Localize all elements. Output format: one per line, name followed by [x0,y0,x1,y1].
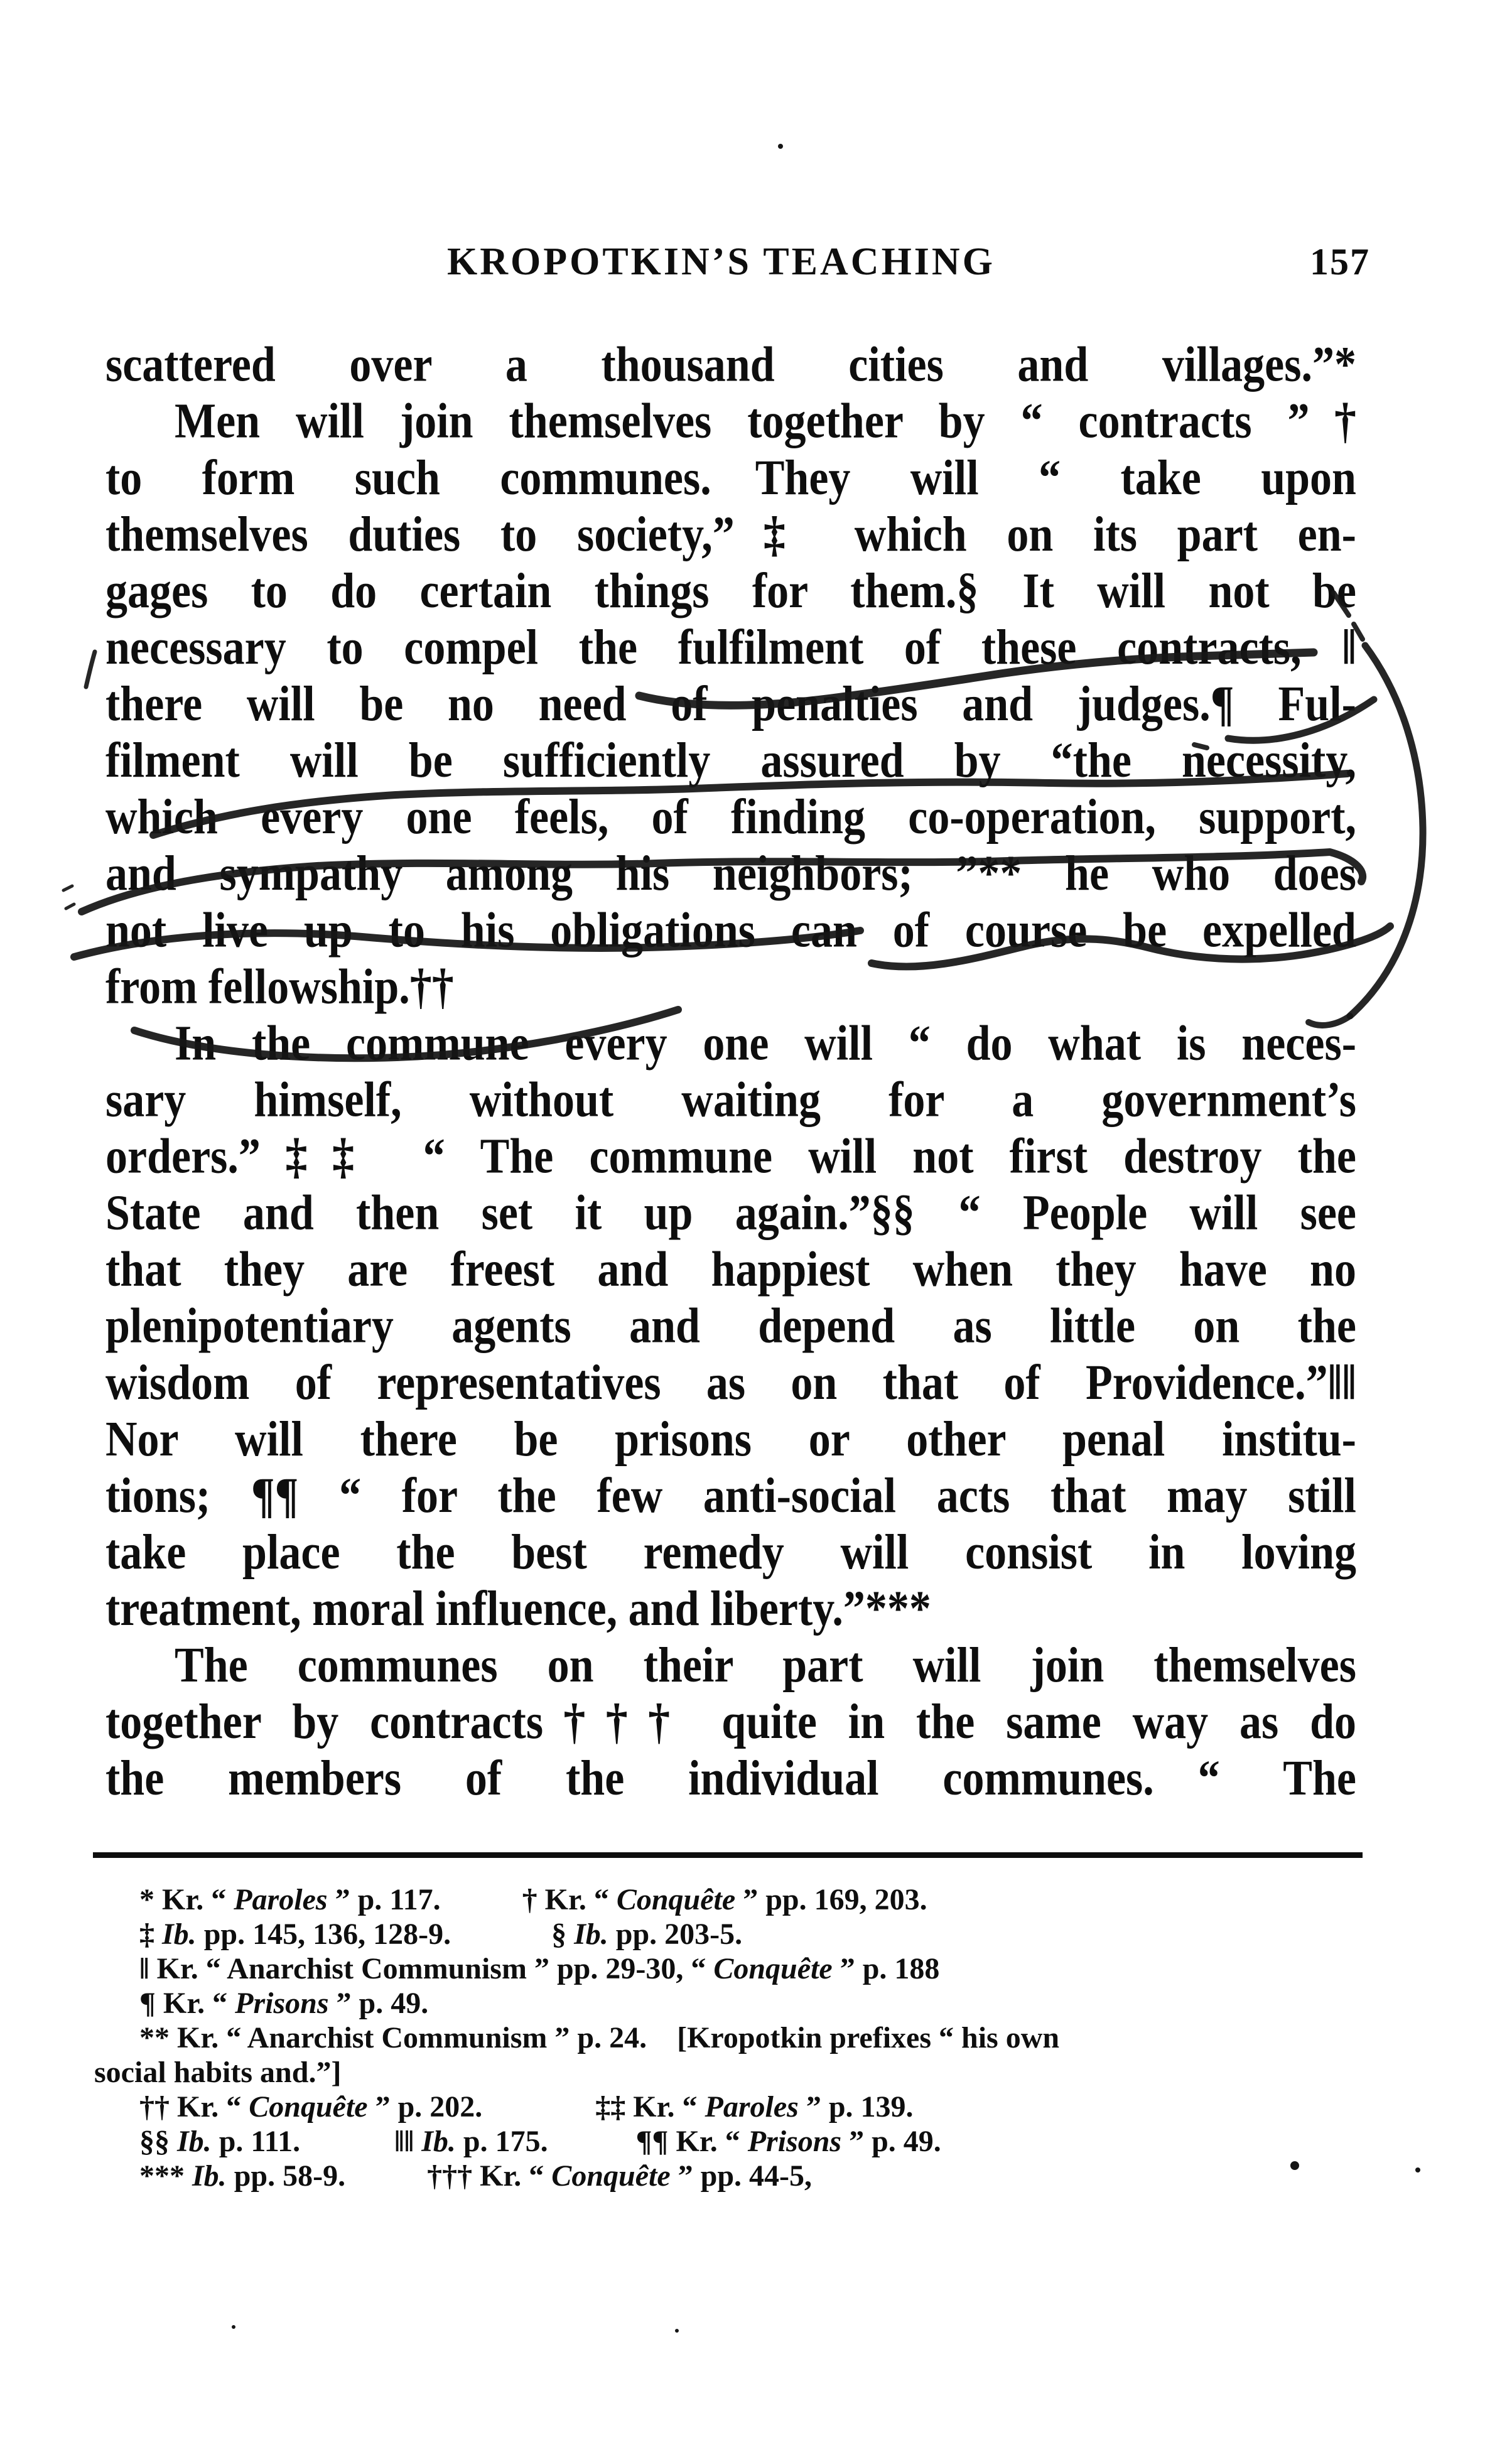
footnote-line [94,2090,1419,2124]
footnote-text: ” pp. 44-5, [670,2159,813,2193]
pencil-margin-bracket-mark [1350,645,1423,1016]
footnote-line [94,2055,1419,2090]
body-line: take place the best remedy will consist in loving [105,1525,1356,1580]
body-line: orders.”‡‡ “ The commune will not first destroy the [105,1128,1356,1184]
footnote-line [94,1951,1419,1986]
footnote-text: pp. 203-5. [608,1918,743,1951]
footnote-line [94,2159,1419,2193]
footnote-text: Paroles [705,2090,799,2124]
body-line: tions; ¶¶ “ for the few anti-social acts that may still [105,1468,1356,1524]
footnote-text: ‖‖ [394,2125,422,2158]
body-line: the members of the individual communes. “ The [105,1751,1356,1806]
body-line: scattered over a thousand cities and villages.”* [105,337,1356,392]
footnote-text: Ib. [162,1918,197,1951]
footnote-text: †† Kr. “ [139,2090,249,2124]
footnote-text: Conquête [249,2090,368,2124]
ink-speck [778,144,783,149]
footnote-rule [93,1852,1363,1858]
body-line: plenipotentiary agents and depend as little on the [105,1298,1356,1354]
footnote-line [94,1917,1419,1951]
footnote-text: Paroles [234,1883,328,1916]
footnote-text: ” pp. 169, 203. [735,1883,927,1916]
pencil-left-margin-tick-mark [86,652,95,687]
footnote-text: p. 175. [455,2125,548,2158]
body-line: wisdom of representatives as on that of Providence.”‖‖ [105,1355,1356,1410]
footnote-text: ” p. 49. [328,1987,429,2020]
footnote-text: * Kr. “ [139,1883,234,1916]
body-text [105,337,1356,1807]
footnote-text: Conquête [551,2159,671,2193]
footnote-text: Ib. [192,2159,227,2193]
footnote-text: Prisons [235,1987,329,2020]
footnote-line [94,2124,1419,2159]
body-line: Men will join themselves together by “ contracts ”† [175,394,1356,449]
body-line: gages to do certain things for them.§ It will not be [105,563,1356,619]
body-line: that they are freest and happiest when they have no [105,1242,1356,1297]
footnote-text: ‖ Kr. “ Anarchist Communism ” pp. 29-30, “ [139,1952,714,1985]
body-line: sary himself, without waiting for a government’s [105,1072,1356,1128]
ink-speck [675,2329,679,2333]
footnote-text: ††† Kr. “ [427,2159,552,2193]
body-line: treatment, moral influence, and liberty.”*** [105,1581,931,1637]
page-header-title: KROPOTKIN’S TEACHING [447,240,995,283]
footnote-line [94,2021,1419,2055]
footnote-line [94,1882,1419,1917]
footnote-text: ‡‡ Kr. “ [595,2090,705,2124]
footnote-text: §§ [139,2125,177,2158]
footnote-text: *** [139,2159,192,2193]
footnote-text: ¶¶ Kr. “ [635,2125,748,2158]
pencil-left-edge-ticks-mark [63,886,74,909]
body-line: State and then set it up again.”§§ “ People will see [105,1185,1356,1241]
ink-speck [232,2325,235,2329]
footnote-text: ** Kr. “ Anarchist Communism ” p. 24. [Kropotkin prefixes “ his own [139,2021,1060,2054]
running-header [0,240,1512,285]
body-line: not live up to his obligations can of course be expelled [105,902,1356,958]
footnote-line [94,1986,1419,2021]
footnote-text: ” p. 49. [841,2125,941,2158]
body-lines [105,337,1356,1807]
footnote-text: ‡ [139,1918,162,1951]
body-line: In the commune every one will “ do what is neces- [175,1015,1356,1071]
body-line: necessary to compel the fulfilment of these contracts, ‖ [105,620,1356,676]
body-line: to form such communes. They will “ take upon [105,450,1356,506]
footnote-text: § [551,1918,575,1951]
footnote-text: ” p. 202. [367,2090,483,2124]
body-line: together by contracts††† quite in the same way as do [105,1694,1356,1750]
body-line: filment will be sufficiently assured by “the necessity, [105,733,1356,789]
body-line: there will be no need of penalties and judges.¶ Ful- [105,676,1356,732]
footnote-text: pp. 58-9. [226,2159,346,2193]
footnote-text: pp. 145, 136, 128-9. [196,1918,451,1951]
body-line: which every one feels, of finding co-operation, support, [105,789,1356,845]
body-line: Nor will there be prisons or other penal institu- [105,1411,1356,1467]
footnote-text: social habits and.”] [94,2056,342,2089]
footnote-text: ” p. 117. [327,1883,441,1916]
footnote-text: Ib. [421,2125,456,2158]
body-line: themselves duties to society,”‡ which on its part en- [105,507,1356,563]
footnote-text: ” p. 139. [798,2090,914,2124]
footnote-text: Conquête [616,1883,736,1916]
footnote-text: Prisons [747,2125,842,2158]
body-line: from fellowship.†† [105,959,454,1015]
footnote-text: † Kr. “ [522,1883,617,1916]
footnote-text: ¶ Kr. “ [139,1987,235,2020]
body-line: The communes on their part will join themselves [175,1638,1356,1693]
footnote-text: Ib. [574,1918,608,1951]
body-line: and sympathy among his neighbors; ”** he who does [105,846,1356,902]
footnote-text: Ib. [177,2125,212,2158]
footnote-text: Conquête [713,1952,833,1985]
footnote-text: p. 111. [211,2125,301,2158]
footnote-text: ” p. 188 [832,1952,940,1985]
page-number: 157 [1310,241,1370,283]
footnotes [94,1882,1419,2193]
